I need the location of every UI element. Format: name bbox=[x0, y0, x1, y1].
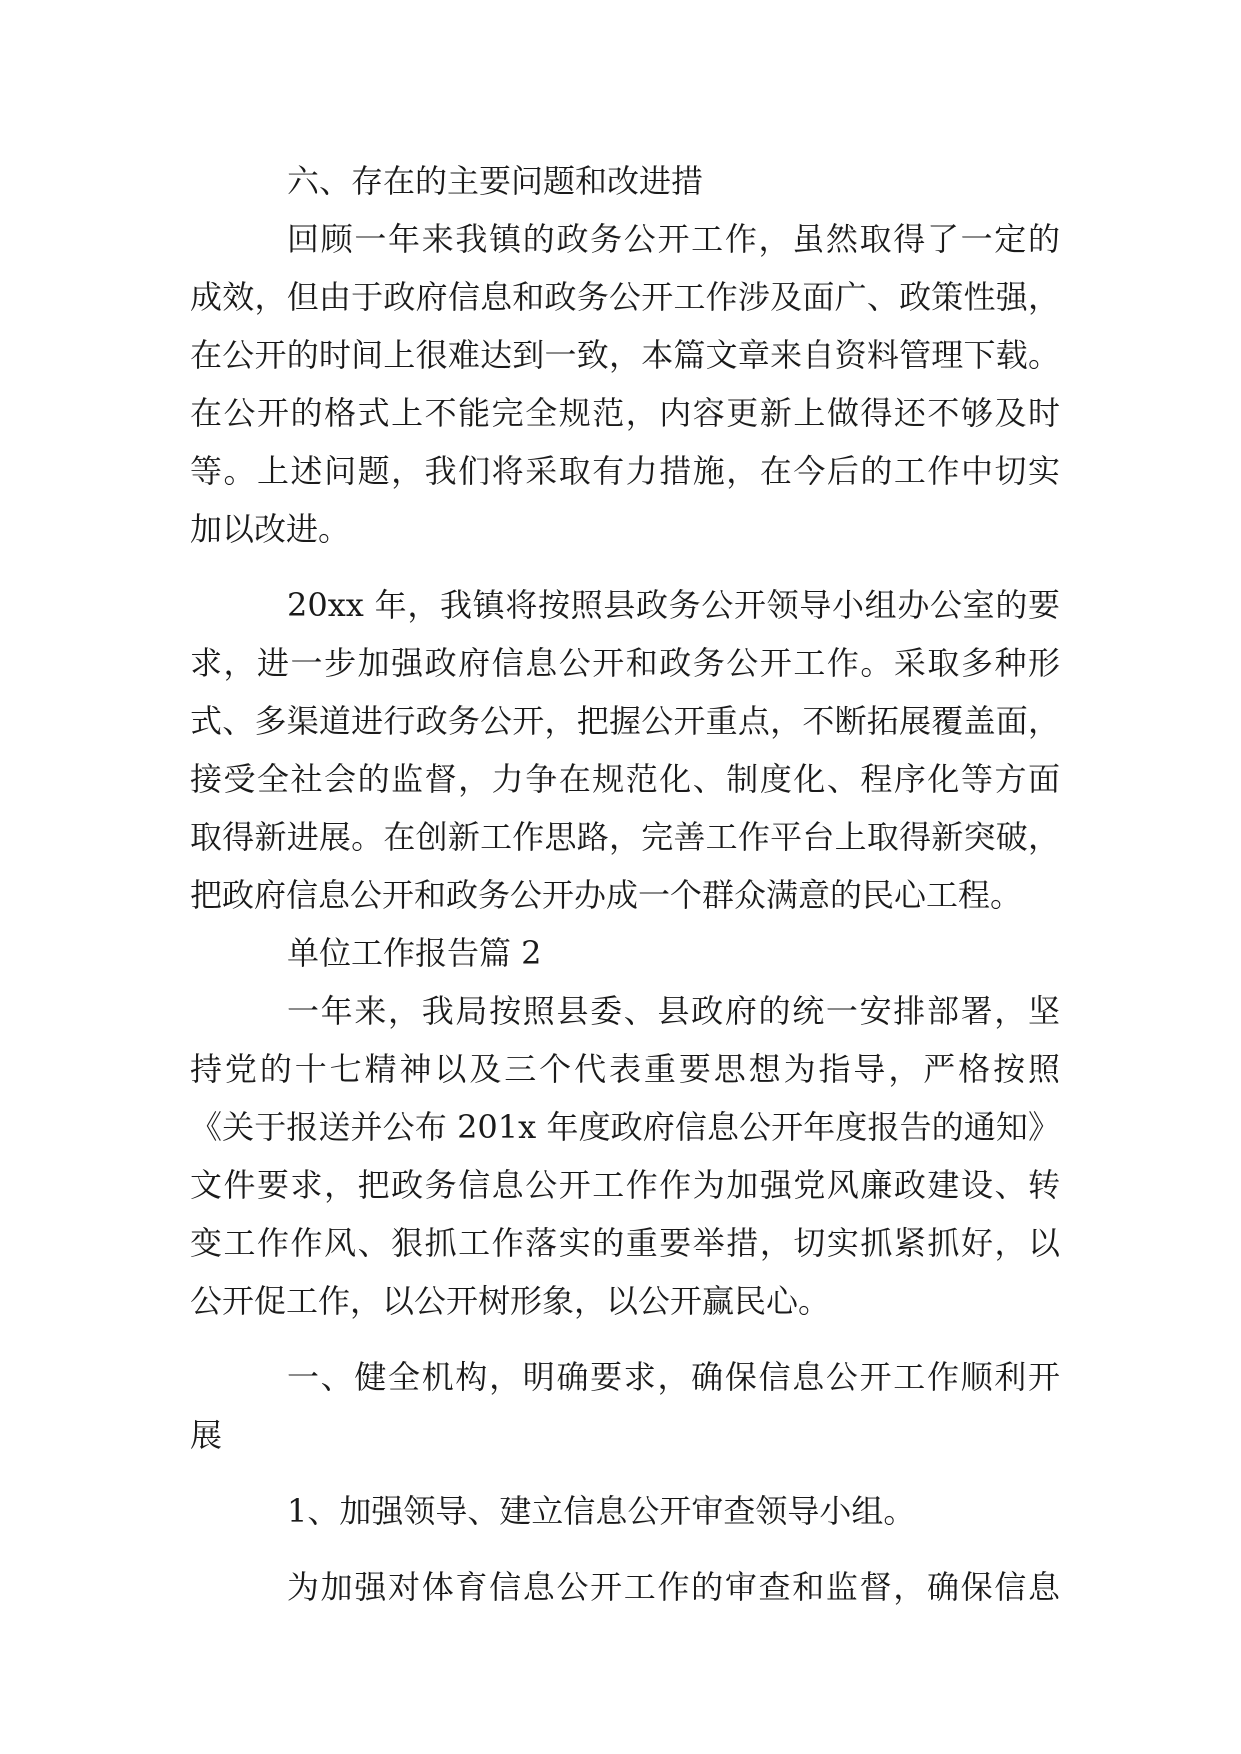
text-line: 公开促工作，以公开树形象，以公开赢民心。 bbox=[190, 1282, 831, 1320]
text-line: 等。上述问题，我们将采取有力措施，在今后的工作中切实 bbox=[190, 452, 1060, 490]
text-line: 取得新进展。在创新工作思路，完善工作平台上取得新突破， bbox=[190, 818, 1060, 856]
text-line: 持党的十七精神以及三个代表重要思想为指导，严格按照 bbox=[190, 1050, 1060, 1088]
text-line: 在公开的格式上不能完全规范，内容更新上做得还不够及时 bbox=[190, 394, 1060, 432]
text-line: 式、多渠道进行政务公开，把握公开重点，不断拓展覆盖面， bbox=[190, 702, 1060, 740]
heading-problems: 六、存在的主要问题和改进措 bbox=[287, 162, 704, 200]
text-line: 成效，但由于政府信息和政务公开工作涉及面广、政策性强， bbox=[190, 278, 1060, 316]
text-line: 一年来，我局按照县委、县政府的统一安排部署，坚 bbox=[287, 992, 1060, 1030]
text-line: 变工作作风、狠抓工作落实的重要举措，切实抓紧抓好，以 bbox=[190, 1224, 1060, 1262]
text-line: 为加强对体育信息公开工作的审查和监督，确保信息 bbox=[287, 1568, 1060, 1606]
section-title-report-2: 单位工作报告篇 2 bbox=[287, 934, 542, 972]
subheading-1: 1、加强领导、建立信息公开审查领导小组。 bbox=[287, 1492, 916, 1530]
heading-one-cont: 展 bbox=[190, 1416, 223, 1454]
text-line: 《关于报送并公布 201x 年度政府信息公开年度报告的通知》 bbox=[190, 1108, 1060, 1146]
text-line: 20xx 年，我镇将按照县政务公开领导小组办公室的要 bbox=[287, 586, 1060, 624]
heading-one: 一、健全机构，明确要求，确保信息公开工作顺利开 bbox=[287, 1358, 1060, 1396]
text-line: 在公开的时间上很难达到一致，本篇文章来自资料管理下载。 bbox=[190, 336, 1060, 374]
document-body bbox=[190, 152, 1060, 1616]
text-line: 回顾一年来我镇的政务公开工作，虽然取得了一定的 bbox=[287, 220, 1060, 258]
text-line: 把政府信息公开和政务公开办成一个群众满意的民心工程。 bbox=[190, 876, 1023, 914]
text-line: 接受全社会的监督，力争在规范化、制度化、程序化等方面 bbox=[190, 760, 1060, 798]
text-line: 求，进一步加强政府信息公开和政务公开工作。采取多种形 bbox=[190, 644, 1060, 682]
text-line: 加以改进。 bbox=[190, 510, 351, 548]
text-line: 文件要求，把政务信息公开工作作为加强党风廉政建设、转 bbox=[190, 1166, 1060, 1204]
